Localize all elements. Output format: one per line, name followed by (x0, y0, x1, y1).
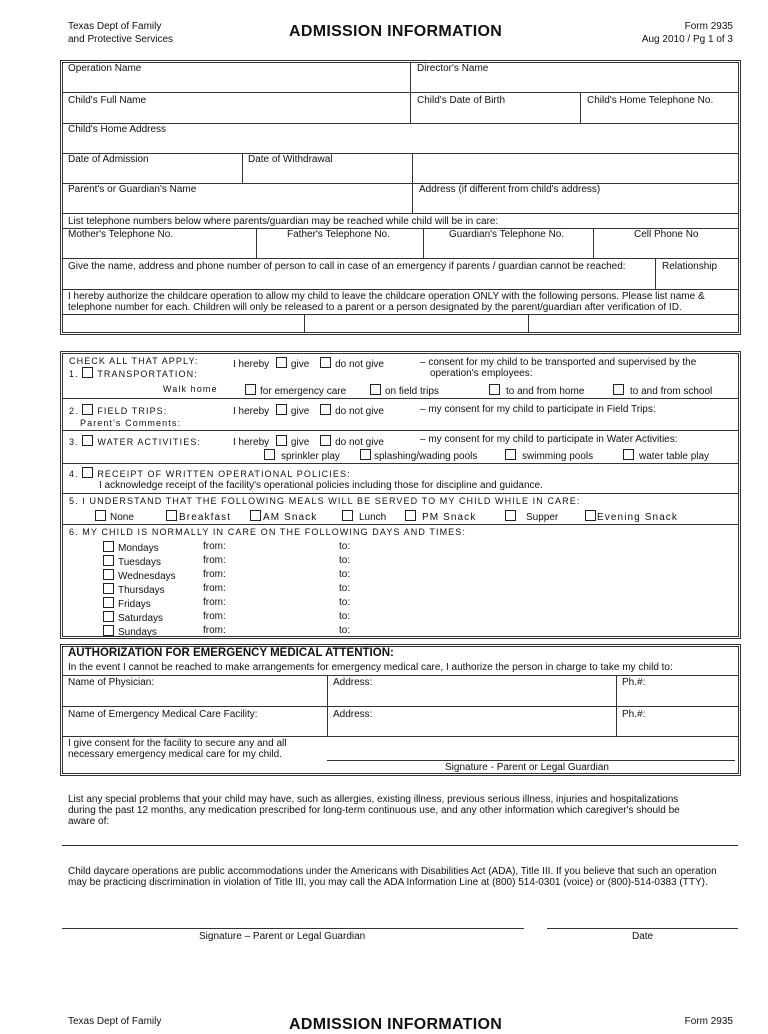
facility-name-field[interactable]: Name of Emergency Medical Care Facility: (68, 709, 258, 720)
field-do-not-give-checkbox[interactable] (320, 404, 331, 415)
day-checkbox[interactable] (103, 583, 114, 594)
from-label: from: (203, 555, 226, 566)
swimming-label: swimming pools (522, 451, 594, 462)
to-label: to: (339, 569, 351, 580)
meal-label: AM Snack (263, 512, 318, 523)
child-dob-field[interactable]: Child's Date of Birth (417, 95, 506, 106)
meal-am-snack-checkbox[interactable] (250, 510, 261, 521)
medical-intro-text: In the event I cannot be reached to make arrangements for emergency medical care, I authorize the person in charge to take my child to: (68, 662, 673, 673)
cell-phone-field[interactable]: Cell Phone No (634, 229, 699, 240)
field-trips-number: 2. (69, 406, 79, 416)
directors-name-field[interactable]: Director's Name (417, 63, 489, 74)
day-checkbox[interactable] (103, 611, 114, 622)
transportation-number: 1. (69, 369, 79, 379)
receipt-number: 4. (69, 469, 79, 479)
day-label: Saturdays (118, 613, 164, 624)
to-label: to: (339, 611, 351, 622)
medical-consent-line1: I give consent for the facility to secure any and all (68, 738, 287, 749)
field-trips-option-checkbox[interactable] (370, 384, 381, 395)
medical-signature-label: Signature - Parent or Legal Guardian (445, 762, 609, 773)
give-label: give (290, 406, 310, 417)
day-label: Fridays (118, 599, 151, 610)
form-number: Form 2935 (684, 21, 733, 32)
day-label: Thursdays (118, 585, 165, 596)
i-hereby-label: I hereby (233, 406, 270, 417)
phone-instruction: List telephone numbers below where parents/guardian may be reached while child will be in care: (68, 216, 499, 227)
meal-label: Breakfast (179, 512, 232, 523)
footer-date-line[interactable] (547, 928, 738, 929)
meal-none-checkbox[interactable] (95, 510, 106, 521)
field-trips-label: FIELD TRIPS: (97, 406, 168, 416)
transport-consent-line2: operation's employees: (430, 368, 533, 379)
water-do-not-give-checkbox[interactable] (320, 435, 331, 446)
meal-label: PM Snack (422, 512, 477, 523)
i-hereby-label: I hereby (233, 437, 270, 448)
to-label: to: (339, 625, 351, 636)
to-label: to: (339, 597, 351, 608)
water-activities-label: WATER ACTIVITIES: (97, 437, 202, 447)
physician-address-field[interactable]: Address: (333, 677, 373, 688)
date-of-withdrawal-field[interactable]: Date of Withdrawal (248, 154, 333, 165)
to-from-school-label: to and from school (630, 386, 713, 397)
splashing-checkbox[interactable] (360, 449, 371, 460)
agency-name-line2: and Protective Services (68, 34, 174, 45)
relationship-field[interactable]: Relationship (662, 261, 718, 272)
physician-name-field[interactable]: Name of Physician: (68, 677, 155, 688)
transportation-label: TRANSPORTATION: (97, 369, 198, 379)
day-checkbox[interactable] (103, 541, 114, 552)
receipt-label: RECEIPT OF WRITTEN OPERATIONAL POLICIES: (97, 469, 351, 479)
authorize-text-line2: telephone number for each. Children will only be released to a parent or a person designated by the parent/guardian after verification of ID. (68, 302, 682, 313)
special-problems-answer-line[interactable] (62, 845, 738, 846)
receipt-checkbox[interactable] (82, 467, 93, 478)
date-of-admission-field[interactable]: Date of Admission (68, 154, 149, 165)
day-checkbox[interactable] (103, 597, 114, 608)
footer-signature-label: Signature – Parent or Legal Guardian (199, 931, 366, 942)
authorize-text-line1: I hereby authorize the childcare operation to allow my child to leave the childcare operation ONLY with the following persons. Please list name & (68, 291, 705, 302)
footer-date-label: Date (632, 931, 654, 942)
swimming-checkbox[interactable] (505, 449, 516, 460)
guardian-phone-field[interactable]: Guardian's Telephone No. (449, 229, 565, 240)
day-label: Tuesdays (118, 557, 161, 568)
splashing-label: splashing/wading pools (374, 451, 478, 462)
water-table-checkbox[interactable] (623, 449, 634, 460)
child-home-address-field[interactable]: Child's Home Address (68, 124, 167, 135)
water-number: 3. (69, 437, 79, 447)
water-consent-text: – my consent for my child to participate in Water Activities: (420, 434, 678, 445)
meal-label: Supper (526, 512, 559, 523)
child-full-name-field[interactable]: Child's Full Name (68, 95, 147, 106)
field-give-checkbox[interactable] (276, 404, 287, 415)
give-label: give (290, 437, 310, 448)
day-checkbox[interactable] (103, 555, 114, 566)
water-activities-checkbox[interactable] (82, 435, 93, 446)
meals-label: 5. I UNDERSTAND THAT THE FOLLOWING MEALS WILL BE SERVED TO MY CHILD WHILE IN CARE: (69, 496, 581, 506)
day-label: Mondays (118, 543, 159, 554)
i-hereby-label: I hereby (233, 359, 270, 370)
alt-address-field[interactable]: Address (if different from child's address) (419, 184, 601, 195)
day-checkbox[interactable] (103, 625, 114, 636)
field-trips-option-label: on field trips (385, 386, 439, 397)
to-label: to: (339, 555, 351, 566)
field-trips-checkbox[interactable] (82, 404, 93, 415)
footer-signature-line[interactable] (62, 928, 524, 929)
from-label: from: (203, 625, 226, 636)
special-problems-line3: aware of: (68, 816, 110, 827)
to-label: to: (339, 541, 351, 552)
meal-label: Evening Snack (597, 512, 679, 523)
to-from-home-label: to and from home (506, 386, 585, 397)
do-not-give-label: do not give (335, 437, 384, 448)
give-label: give (290, 359, 310, 370)
special-problems-line1: List any special problems that your child may have, such as allergies, existing illness, previous serious illness, injuries and hospitalizations (68, 794, 679, 805)
meal-lunch-checkbox[interactable] (342, 510, 353, 521)
from-label: from: (203, 597, 226, 608)
water-table-label: water table play (639, 451, 710, 462)
medical-signature-line[interactable] (327, 760, 735, 761)
do-not-give-label: do not give (335, 359, 384, 370)
meal-breakfast-checkbox[interactable] (166, 510, 177, 521)
do-not-give-label: do not give (335, 406, 384, 417)
emergency-contact-field[interactable]: Give the name, address and phone number of person to call in case of an emergency if parents / guardian cannot be reached: (68, 261, 626, 272)
to-from-home-checkbox[interactable] (489, 384, 500, 395)
transport-consent-line1: – consent for my child to be transported and supervised by the (420, 357, 697, 368)
sprinkler-checkbox[interactable] (264, 449, 275, 460)
page-title: ADMISSION INFORMATION (289, 23, 503, 40)
operation-name-field[interactable]: Operation Name (68, 63, 142, 74)
meal-label: None (110, 512, 134, 523)
medical-consent-line2: necessary emergency medical care for my child. (68, 749, 282, 760)
day-label: Sundays (118, 627, 157, 638)
water-give-checkbox[interactable] (276, 435, 287, 446)
from-label: from: (203, 611, 226, 622)
next-page-title: ADMISSION INFORMATION (289, 1016, 503, 1033)
mother-phone-field[interactable]: Mother's Telephone No. (68, 229, 174, 240)
father-phone-field[interactable]: Father's Telephone No. (287, 229, 390, 240)
to-from-school-checkbox[interactable] (613, 384, 624, 395)
emergency-care-checkbox[interactable] (245, 384, 256, 395)
day-label: Wednesdays (118, 571, 176, 582)
transport-give-checkbox[interactable] (276, 357, 287, 368)
facility-phone-field[interactable]: Ph.#: (622, 709, 646, 720)
from-label: from: (203, 583, 226, 594)
meal-evening-snack-checkbox[interactable] (585, 510, 596, 521)
agency-name-line1: Texas Dept of Family (68, 21, 162, 32)
from-label: from: (203, 569, 226, 580)
ada-notice-line2: may be practicing discrimination in violation of Title III, you may call the ADA Information Line at (800) 514-0301 (voice) or (800)-514-0383 (TTY). (68, 877, 708, 888)
ada-notice-line1: Child daycare operations are public accommodations under the Americans with Disabilities Act (ADA), Title III. If you believe that such an operation (68, 866, 717, 877)
parent-name-field[interactable]: Parent's or Guardian's Name (68, 184, 197, 195)
walk-home-label: Walk home (163, 384, 218, 394)
field-consent-text: – my consent for my child to participate in Field Trips: (420, 404, 656, 415)
days-label: 6. MY CHILD IS NORMALLY IN CARE ON THE FOLLOWING DAYS AND TIMES: (69, 527, 466, 537)
physician-phone-field[interactable]: Ph.#: (622, 677, 646, 688)
meal-supper-checkbox[interactable] (505, 510, 516, 521)
medical-section-title: AUTHORIZATION FOR EMERGENCY MEDICAL ATTENTION: (68, 647, 394, 659)
day-checkbox[interactable] (103, 569, 114, 580)
meal-pm-snack-checkbox[interactable] (405, 510, 416, 521)
check-all-label: CHECK ALL THAT APPLY: (69, 356, 199, 366)
transportation-checkbox[interactable] (82, 367, 93, 378)
transport-do-not-give-checkbox[interactable] (320, 357, 331, 368)
special-problems-line2: during the past 12 months, any medication prescribed for long-term continuous use, and any other information which caregiver's should be (68, 805, 680, 816)
form-date: Aug 2010 / Pg 1 of 3 (641, 34, 733, 45)
parents-comments-label: Parent's Comments: (80, 418, 182, 428)
sprinkler-label: sprinkler play (281, 451, 340, 462)
receipt-text: I acknowledge receipt of the facility's operational policies including those for discipline and guidance. (99, 480, 543, 491)
child-home-phone-field[interactable]: Child's Home Telephone No. (587, 95, 714, 106)
emergency-care-label: for emergency care (260, 386, 347, 397)
facility-address-field[interactable]: Address: (333, 709, 373, 720)
next-page-form-number: Form 2935 (684, 1016, 733, 1027)
to-label: to: (339, 583, 351, 594)
from-label: from: (203, 541, 226, 552)
next-page-agency: Texas Dept of Family (68, 1016, 162, 1027)
meal-label: Lunch (359, 512, 387, 523)
